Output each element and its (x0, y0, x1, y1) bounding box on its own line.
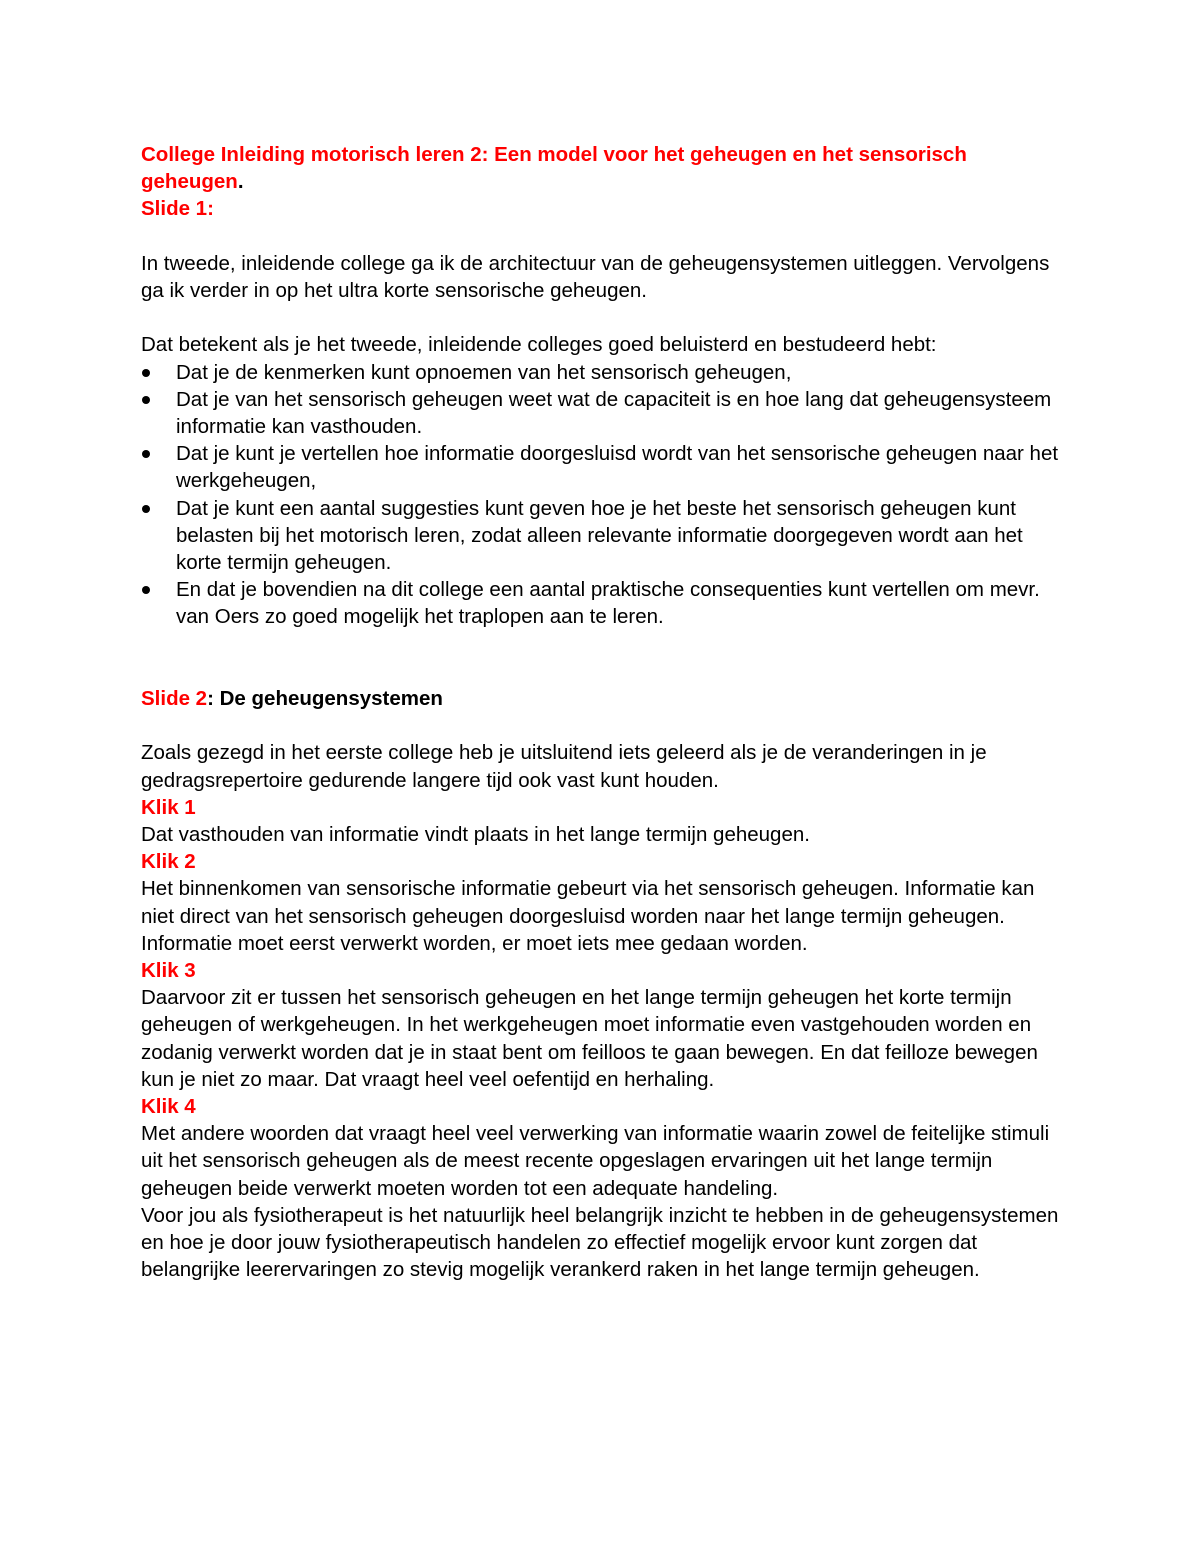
spacer (141, 712, 1071, 739)
objectives-list (141, 359, 1071, 631)
bullet-icon (142, 369, 150, 377)
bullet-icon (142, 396, 150, 404)
klik-2-label: Klik 2 (141, 850, 196, 874)
list-item (141, 495, 1071, 577)
bullet-icon (142, 505, 150, 513)
slide1-intro: In tweede, inleidende college ga ik de architectuur van de geheugensystemen uitleggen. Vervolgens ga ik verder in op het ultra korte sensorische geheugen. (141, 251, 1050, 302)
closing-paragraph: Voor jou als fysiotherapeut is het natuurlijk heel belangrijk inzicht te hebben in de geheugensystemen en hoe je door jouw fysiotherapeutisch handelen zo effectief mogelijk ervoor kunt zorgen dat belangrijke leerervaringen zo stevig mogelijk verankerd raken in het lange termijn geheugen. (141, 1203, 1059, 1282)
klik-1-label: Klik 1 (141, 795, 196, 819)
list-item (141, 386, 1071, 440)
list-item-text: Dat je kunt een aantal suggesties kunt geven hoe je het beste het sensorisch geheugen kunt belasten bij het motorisch leren, zodat alleen relevante informatie doorgegeven wordt aan het korte termijn geheugen. (176, 496, 1023, 575)
slide2-heading (141, 685, 1071, 712)
klik-4-label: Klik 4 (141, 1095, 196, 1119)
list-item (141, 576, 1071, 630)
spacer (141, 304, 1071, 331)
klik-4-text: Met andere woorden dat vraagt heel veel verwerking van informatie waarin zowel de feitelijke stimuli uit het sensorisch geheugen als de meest recente opgeslagen ervaringen uit het lange termijn geheugen beide verwerkt moeten worden tot een adequate handeling. (141, 1122, 1050, 1200)
spacer (141, 631, 1071, 685)
slide2-intro: Zoals gezegd in het eerste college heb je uitsluitend iets geleerd als je de veranderingen in je gedragsrepertoire gedurende langere tijd ook vast kunt houden. (141, 741, 987, 792)
bullet-icon (142, 586, 150, 594)
klik-3-text: Daarvoor zit er tussen het sensorisch geheugen en het lange termijn geheugen het korte termijn geheugen of werkgeheugen. In het werkgeheugen moet informatie even vastgehouden worden en zodanig verwerkt worden dat je in staat bent om feilloos te gaan bewegen. En dat feilloze bewegen kun je niet zo maar. Dat vraagt heel veel oefentijd en herhaling. (141, 986, 1038, 1091)
document-title (141, 141, 1071, 195)
bullet-icon (142, 450, 150, 458)
list-item-text: Dat je kunt je vertellen hoe informatie doorgesluisd wordt van het sensorische geheugen naar het werkgeheugen, (176, 442, 1059, 493)
slide2-label: Slide 2 (141, 687, 208, 711)
list-item-text: Dat je van het sensorisch geheugen weet wat de capaciteit is en hoe lang dat geheugensysteem informatie kan vasthouden. (176, 387, 1052, 438)
klik-1-text: Dat vasthouden van informatie vindt plaats in het lange termijn geheugen. (141, 823, 810, 847)
list-item (141, 359, 1071, 386)
klik-2-text: Het binnenkomen van sensorische informatie gebeurt via het sensorisch geheugen. Informatie kan niet direct van het sensorisch geheugen doorgesluisd worden naar het lange termijn geheugen. Informatie moet eerst verwerkt worden, er moet iets mee gedaan worden. (141, 877, 1035, 955)
slide2-subtitle: De geheugensystemen (213, 687, 443, 711)
slide1-lead: Dat betekent als je het tweede, inleidende colleges goed beluisterd en bestudeerd hebt: (141, 333, 937, 357)
title-text: College Inleiding motorisch leren 2: Een model voor het geheugen en het sensorisch geheugen (141, 143, 967, 194)
klik-3-label: Klik 3 (141, 959, 196, 983)
document-page (141, 141, 1071, 1283)
list-item-text: En dat je bovendien na dit college een aantal praktische consequenties kunt vertellen om mevr. van Oers zo goed mogelijk het traplopen aan te leren. (176, 578, 1040, 629)
list-item-text: Dat je de kenmerken kunt opnoemen van het sensorisch geheugen, (176, 360, 792, 384)
title-period: . (237, 170, 244, 194)
list-item (141, 440, 1071, 494)
slide2-colon: : (207, 687, 214, 711)
slide1-heading: Slide 1: (141, 197, 214, 221)
spacer (141, 223, 1071, 250)
